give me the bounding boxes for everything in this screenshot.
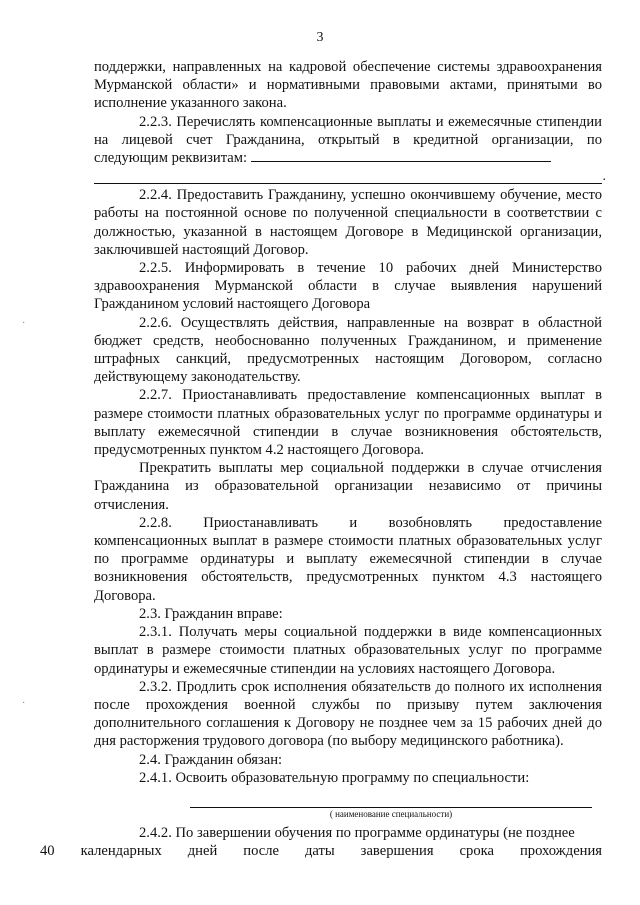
paragraph-2-3: 2.3. Гражданин вправе: <box>139 605 283 622</box>
paragraph-2-4: 2.4. Гражданин обязан: <box>139 751 283 768</box>
margin-mark: · <box>22 318 26 329</box>
paragraph-continuation: поддержки, направленных на кадровой обеспечение системы здравоохранения Мурманской области» и нормативными правовыми актами, принятыми во исполнение указанного закона. <box>94 59 602 112</box>
paragraph-2-4-1: 2.4.1. Освоить образовательную программу по специальности: <box>139 769 530 786</box>
paragraph-2-2-4: 2.2.4. Предоставить Гражданину, успешно окончившему обучение, место работы на постоянной основе по полученной специальности в соответствии с должностью, указанной в настоящем Договоре в Медицинской организации, заключившей настоящий Договор. <box>94 187 602 258</box>
paragraph-2-4-2-continued: 40 календарных дней после даты завершения срока прохождения <box>40 843 602 860</box>
paragraph-2-3-1: 2.3.1. Получать меры социальной поддержки в виде компенсационных выплат в размере стоимости платных образовательных услуг по программе ординатуры и ежемесячные стипендии на условиях настоящего Договора. <box>94 624 602 677</box>
paragraph-text: 2.2.3. Перечислять компенсационные выплаты и ежемесячные стипендии на лицевой счет Гражданина, открытый в кредитной организации, по следующим реквизитам: <box>94 113 602 167</box>
paragraph-2-2-7: 2.2.7. Приостанавливать предоставление компенсационных выплат в размере стоимости платных образовательных услуг по программе ординатуры и выплату ежемесячной стипендии в случае возникновения обстоятельств, предусмотренных пунктом 4.2 настоящего Договора. <box>94 387 602 459</box>
specialty-input-line[interactable] <box>190 787 592 808</box>
paragraph-2-2-7-termination: Прекратить выплаты мер социальной поддержки в случае отчисления Гражданина из образовательной организации независимо от причины отчисления. <box>94 460 602 513</box>
page-number: 3 <box>316 30 324 45</box>
paragraph-2-3-2: 2.3.2. Продлить срок исполнения обязательств до полного их исполнения после прохождения военной службы по призыву путем заключения дополнительного соглашения к Договору не позднее чем за 15 рабочих дней до дня расторжения трудового договора (по выбору медицинского работника). <box>94 678 602 750</box>
period-mark: . <box>602 169 606 185</box>
paragraph-2-4-2: 2.4.2. По завершении обучения по программе ординатуры (не позднее <box>139 824 575 841</box>
document-body <box>40 58 606 860</box>
margin-mark: · <box>22 698 26 709</box>
specialty-caption: ( наименование специальности) <box>329 808 453 819</box>
paragraph-2-2-6: 2.2.6. Осуществлять действия, направленные на возврат в областной бюджет средств, необоснованно полученных Гражданином, и применение штрафных санкций, предусмотренных настоящим Договором, согласно действующему законодательству. <box>94 314 602 386</box>
bank-details-line[interactable] <box>251 149 551 162</box>
bank-details-line-2[interactable] <box>94 167 606 185</box>
paragraph-2-2-3 <box>94 113 602 168</box>
paragraph-2-2-8: 2.2.8. Приостанавливать и возобновлять предоставление компенсационных выплат в размере стоимости платных образовательных услуг по программе ординатуры и выплату ежемесячной стипендии в случае возникновения обстоятельств, предусмотренных пунктом 4.3 настоящего Договора. <box>94 514 602 604</box>
paragraph-2-2-5: 2.2.5. Информировать в течение 10 рабочих дней Министерство здравоохранения Мурманской области в случае выявления нарушений Гражданином условий настоящего Договора <box>94 260 602 313</box>
